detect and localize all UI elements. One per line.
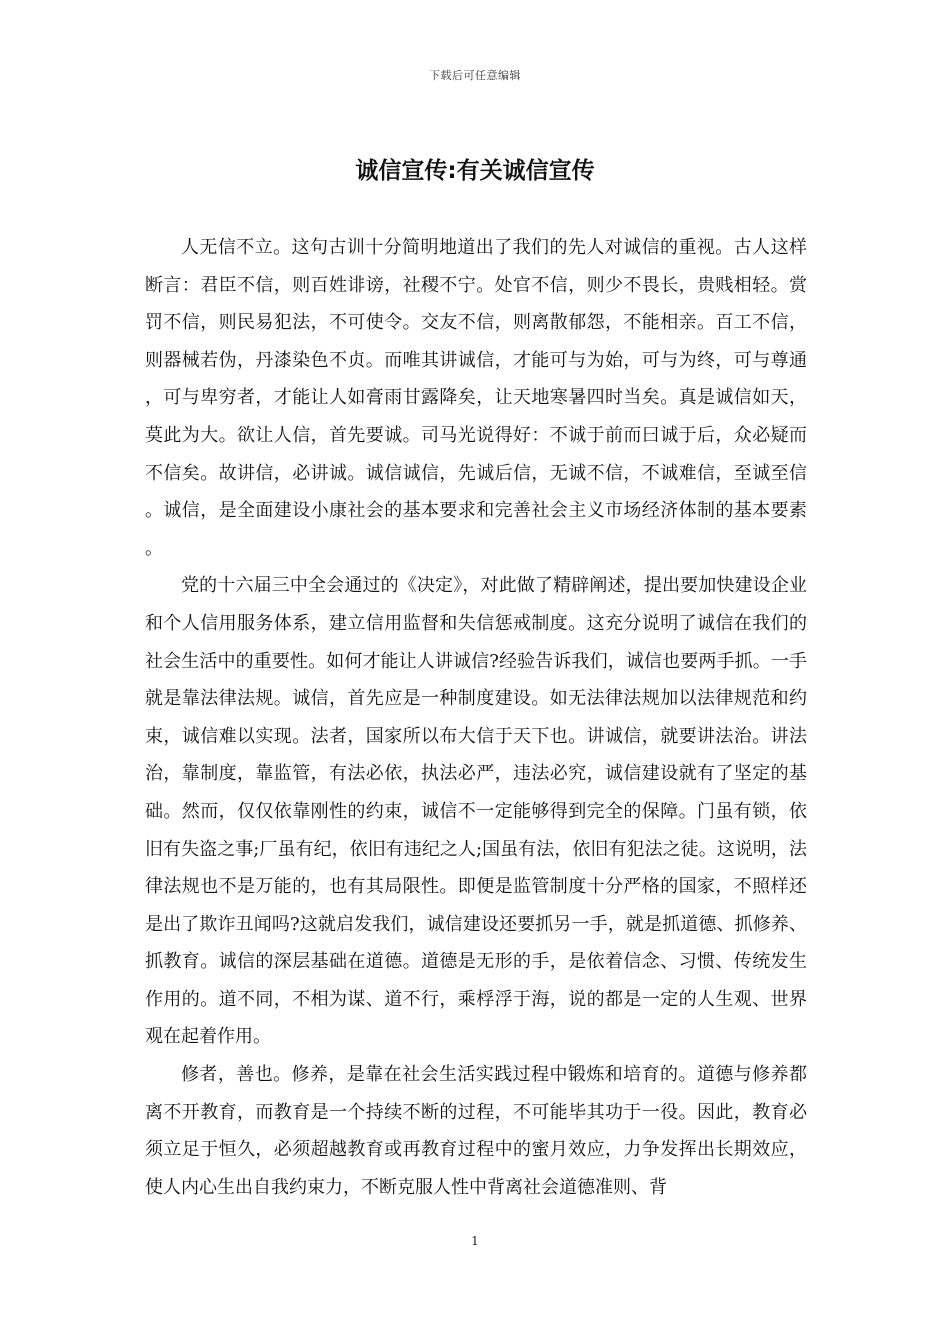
paragraph-3: 修者，善也。修养，是靠在社会生活实践过程中锻炼和培育的。道德与修养都离不开教育，而教育是一个持续不断的过程，不可能毕其功于一役。因此，教育必须立足于恒久，必须超越教育或再教育过程中的蜜月效应，力争发挥出长期效应，使人内心生出自我约束力，不断克服人性中背离社会道德准则、背 — [145, 1064, 807, 1198]
paragraph-2: 党的十六届三中全会通过的《决定》，对此做了精辟阐述，提出要加快建设企业和个人信用服务体系，建立信用监督和失信惩戒制度。这充分说明了诚信在我们的社会生活中的重要性。如何才能让人讲诚信?经验告诉我们，诚信也要两手抓。一手就是靠法律法规。诚信，首先应是一种制度建设。如无法律法规加以法律规范和约束，诚信难以实现。法者，国家所以布大信于天下也。讲诚信，就要讲法治。讲法治，靠制度，靠监管，有法必依，执法必严，违法必究，诚信建设就有了坚定的基础。然而，仅仅依靠刚性的约束，诚信不一定能够得到完全的保障。门虽有锁，依旧有失盗之事;厂虽有纪，依旧有违纪之人;国虽有法，依旧有犯法之徒。这说明，法律法规也不是万能的，也有其局限性。即便是监管制度十分严格的国家，不照样还是出了欺诈丑闻吗?这就启发我们，诚信建设还要抓另一手，就是抓道德、抓修养、抓教育。诚信的深层基础在道德。道德是无形的手，是依着信念、习惯、传统发生作用的。道不同，不相为谋、道不行，乘桴浮于海，说的都是一定的人生观、世界观在起着作用。 — [145, 575, 807, 1048]
body-text — [145, 229, 807, 1206]
page-number: 1 — [471, 1234, 479, 1248]
document-title: 诚信宣传:有关诚信宣传 — [355, 158, 595, 184]
header-note: 下载后可任意编辑 — [429, 69, 521, 82]
paragraph-1: 人无信不立。这句古训十分简明地道出了我们的先人对诚信的重视。古人这样断言：君臣不信，则百姓诽谤，社稷不宁。处官不信，则少不畏长，贵贱相轻。赏罚不信，则民易犯法，不可使令。交友不信，则离散郁怨，不能相亲。百工不信，则器械若伪，丹漆染色不贞。而唯其讲诚信，才能可与为始，可与为终，可与尊通，可与卑穷者，才能让人如膏雨甘露降矣，让天地寒暑四时当矣。真是诚信如天，莫此为大。欲让人信，首先要诚。司马光说得好：不诚于前而曰诚于后，众必疑而不信矣。故讲信，必讲诚。诚信诚信，先诚后信，无诚不信，不诚难信，至诚至信。诚信，是全面建设小康社会的基本要求和完善社会主义市场经济体制的基本要素。 — [145, 237, 807, 559]
